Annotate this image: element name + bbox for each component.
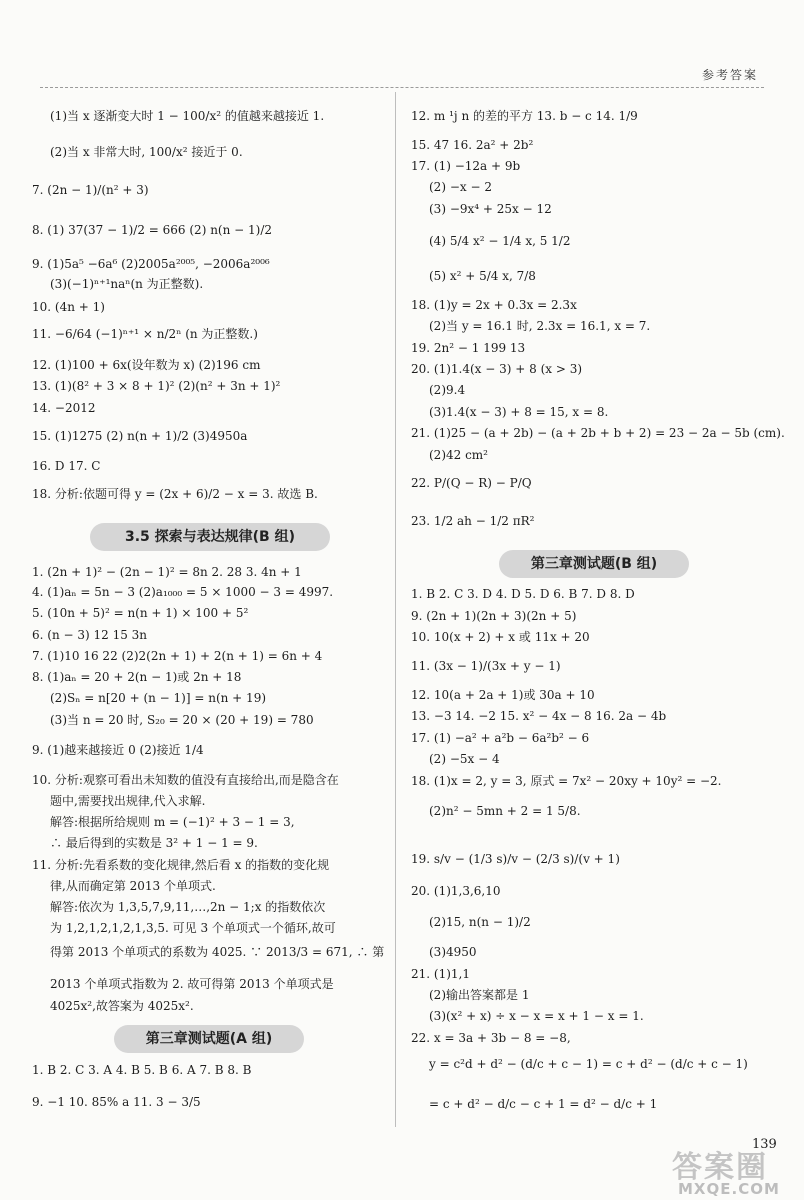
answer-line: = c + d² − d/c − c + 1 = d² − d/c + 1 <box>429 1097 658 1111</box>
section-banner: 3.5 探索与表达规律(B 组) <box>90 523 330 551</box>
answer-line: 18. (1)x = 2, y = 3, 原式 = 7x² − 20xy + 10y² = −2. <box>411 774 722 788</box>
answer-line: 题中,需要找出规律,代入求解. <box>50 794 206 808</box>
answer-line: 解答:依次为 1,3,5,7,9,11,…,2n − 1;x 的指数依次 <box>50 900 326 914</box>
answer-line: 1. B 2. C 3. D 4. D 5. D 6. B 7. D 8. D <box>411 587 635 601</box>
answer-line: 19. s/v − (1/3 s)/v − (2/3 s)/(v + 1) <box>411 852 620 866</box>
answer-line: (2)当 y = 16.1 时, 2.3x = 16.1, x = 7. <box>429 319 651 333</box>
answer-line: 10. 分析:观察可看出未知数的值没有直接给出,而是隐含在 <box>32 773 339 787</box>
answer-line: 22. x = 3a + 3b − 8 = −8, <box>411 1031 571 1045</box>
answer-line: 为 1,2,1,2,1,2,1,3,5. 可见 3 个单项式一个循环,故可 <box>50 921 336 935</box>
answer-line: (4) 5/4 x² − 1/4 x, 5 1/2 <box>429 234 571 248</box>
answer-line: (3)当 n = 20 时, S₂₀ = 20 × (20 + 19) = 780 <box>50 713 314 727</box>
answer-line: 9. (2n + 1)(2n + 3)(2n + 5) <box>411 609 577 623</box>
answer-line: 10. (4n + 1) <box>32 300 105 314</box>
answer-line: 16. D 17. C <box>32 459 101 473</box>
answer-line: 5. (10n + 5)² = n(n + 1) × 100 + 5² <box>32 606 249 620</box>
answer-line: 4025x²,故答案为 4025x². <box>50 999 194 1013</box>
answer-line: 18. 分析:依题可得 y = (2x + 6)/2 − x = 3. 故选 B. <box>32 487 318 501</box>
answer-line: (2)n² − 5mn + 2 = 1 5/8. <box>429 804 581 818</box>
answer-line: y = c²d + d² − (d/c + c − 1) = c + d² − (d/c + c − 1) <box>429 1057 748 1071</box>
answer-line: 19. 2n² − 1 199 13 <box>411 341 526 355</box>
watermark-main: 答案圈 <box>672 1150 768 1185</box>
section-banner: 第三章测试题(A 组) <box>114 1025 304 1053</box>
answer-line: 11. −6/64 (−1)ⁿ⁺¹ × n/2ⁿ (n 为正整数.) <box>32 327 258 341</box>
answer-line: 8. (1)aₙ = 20 + 2(n − 1)或 2n + 18 <box>32 670 242 684</box>
answer-line: 13. −3 14. −2 15. x² − 4x − 8 16. 2a − 4b <box>411 709 667 723</box>
answer-line: 21. (1)25 − (a + 2b) − (a + 2b + b + 2) = 23 − 2a − 5b (cm). <box>411 426 785 440</box>
answer-line: 18. (1)y = 2x + 0.3x = 2.3x <box>411 298 577 312</box>
answer-line: (2)当 x 非常大时, 100/x² 接近于 0. <box>50 145 243 159</box>
watermark-sub: MXQE.COM <box>678 1180 780 1198</box>
answer-line: 12. 10(a + 2a + 1)或 30a + 10 <box>411 688 595 702</box>
answer-line: 9. (1)5a⁵ −6a⁶ (2)2005a²⁰⁰⁵, −2006a²⁰⁰⁶ <box>32 257 270 271</box>
answer-line: 7. (2n − 1)/(n² + 3) <box>32 183 149 197</box>
answer-line: 9. −1 10. 85% a 11. 3 − 3/5 <box>32 1095 201 1109</box>
right-column <box>411 0 785 1200</box>
answer-line: 13. (1)(8² + 3 × 8 + 1)² (2)(n² + 3n + 1)² <box>32 379 281 393</box>
answer-line: 2013 个单项式指数为 2. 故可得第 2013 个单项式是 <box>50 977 334 991</box>
answer-line: (3)(x² + x) ÷ x − x = x + 1 − x = 1. <box>429 1009 644 1023</box>
answer-line: (3)(−1)ⁿ⁺¹naⁿ(n 为正整数). <box>50 277 204 291</box>
answer-line: 20. (1)1.4(x − 3) + 8 (x > 3) <box>411 362 583 376</box>
answer-line: (3)1.4(x − 3) + 8 = 15, x = 8. <box>429 405 609 419</box>
answer-line: 6. (n − 3) 12 15 3n <box>32 628 148 642</box>
answer-line: 12. (1)100 + 6x(设年数为 x) (2)196 cm <box>32 358 261 372</box>
answer-line: 9. (1)越来越接近 0 (2)接近 1/4 <box>32 743 204 757</box>
answer-line: 17. (1) −12a + 9b <box>411 159 521 173</box>
answer-line: (2)输出答案都是 1 <box>429 988 530 1002</box>
answer-line: 律,从而确定第 2013 个单项式. <box>50 879 216 893</box>
answer-line: (2) −x − 2 <box>429 180 492 194</box>
answer-line: (1)当 x 逐渐变大时 1 − 100/x² 的值越来越接近 1. <box>50 109 325 123</box>
answer-line: (3) −9x⁴ + 25x − 12 <box>429 202 552 216</box>
column-divider <box>395 92 396 1127</box>
answer-line: 12. m ¹j n 的差的平方 13. b − c 14. 1/9 <box>411 109 638 123</box>
answer-line: (2)Sₙ = n[20 + (n − 1)] = n(n + 19) <box>50 691 267 705</box>
answer-line: (2)15, n(n − 1)/2 <box>429 915 531 929</box>
answer-line: 1. B 2. C 3. A 4. B 5. B 6. A 7. B 8. B <box>32 1063 252 1077</box>
answer-line: 17. (1) −a² + a²b − 6a²b² − 6 <box>411 731 590 745</box>
answer-line: (2)9.4 <box>429 383 466 397</box>
answer-line: 得第 2013 个单项式的系数为 4025. ∵ 2013/3 = 671, ∴ 第 <box>50 945 385 959</box>
answer-line: (5) x² + 5/4 x, 7/8 <box>429 269 536 283</box>
answer-line: 8. (1) 37(37 − 1)/2 = 666 (2) n(n − 1)/2 <box>32 223 273 237</box>
answer-line: 15. 47 16. 2a² + 2b² <box>411 138 534 152</box>
header-title: 参考答案 <box>701 68 758 82</box>
answer-line: 7. (1)10 16 22 (2)2(2n + 1) + 2(n + 1) = 6n + 4 <box>32 649 323 663</box>
answer-line: 14. −2012 <box>32 401 96 415</box>
answer-line: (3)4950 <box>429 945 477 959</box>
answer-line: 1. (2n + 1)² − (2n − 1)² = 8n 2. 28 3. 4n + 1 <box>32 565 302 579</box>
answer-line: 15. (1)1275 (2) n(n + 1)/2 (3)4950a <box>32 429 248 443</box>
answer-line: 23. 1/2 ah − 1/2 πR² <box>411 514 535 528</box>
answer-line: 10. 10(x + 2) + x 或 11x + 20 <box>411 630 590 644</box>
answer-line: 11. 分析:先看系数的变化规律,然后看 x 的指数的变化规 <box>32 858 330 872</box>
answer-line: 21. (1)1,1 <box>411 967 470 981</box>
answer-line: 20. (1)1,3,6,10 <box>411 884 501 898</box>
answer-line: ∴ 最后得到的实数是 3² + 1 − 1 = 9. <box>50 836 258 850</box>
answer-line: 解答:根据所给规则 m = (−1)² + 3 − 1 = 3, <box>50 815 295 829</box>
answer-line: (2) −5x − 4 <box>429 752 500 766</box>
page-number: 139 <box>752 1137 777 1152</box>
answer-line: 11. (3x − 1)/(3x + y − 1) <box>411 659 561 673</box>
section-banner: 第三章测试题(B 组) <box>499 550 689 578</box>
watermark-logo <box>672 1142 802 1200</box>
answer-line: (2)42 cm² <box>429 448 488 462</box>
answer-line: 22. P/(Q − R) − P/Q <box>411 476 532 490</box>
left-column <box>32 0 392 1200</box>
answer-line: 4. (1)aₙ = 5n − 3 (2)a₁₀₀₀ = 5 × 1000 − 3 = 4997. <box>32 585 334 599</box>
